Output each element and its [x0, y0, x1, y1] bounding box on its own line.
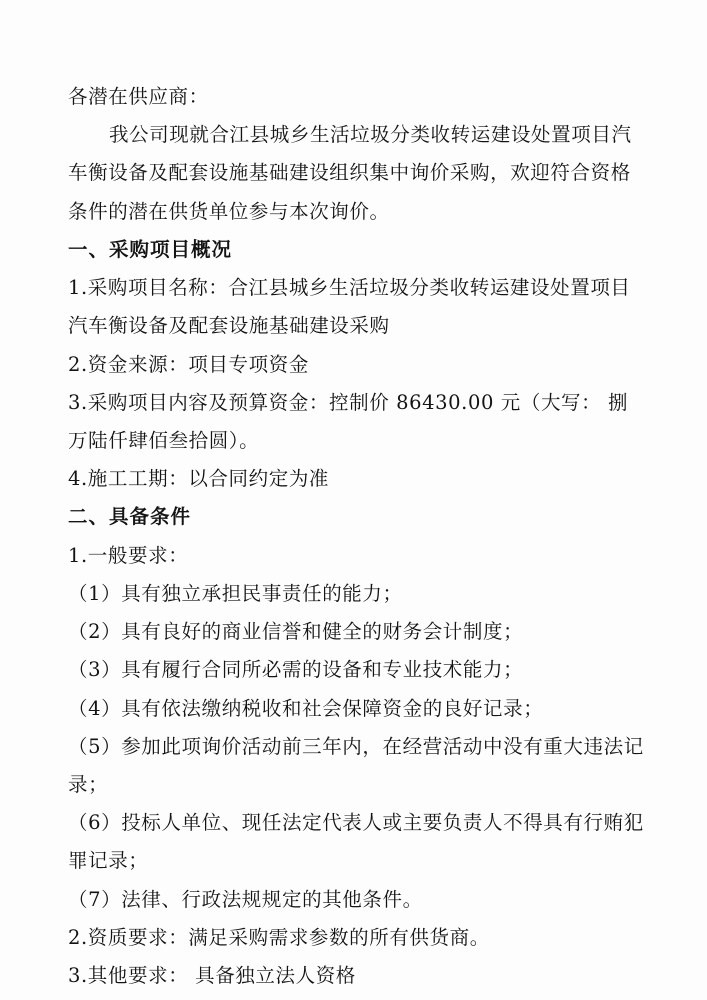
section-one-item-1 [68, 269, 645, 345]
other-requirement [68, 957, 645, 995]
general-requirement-3: （3）具有履行合同所必需的设备和专业技术能力； [68, 658, 524, 682]
qualification-requirement [68, 919, 645, 957]
general-requirement-5: （5）参加此项询价活动前三年内，在经营活动中没有重大违法记录； [68, 734, 644, 796]
item-2-label: 2.资金来源： [68, 352, 189, 376]
item-1-text: 合江县城乡生活垃圾分类收转运建设处置项目汽车衡设备及配套设施基础建设采购 [68, 276, 631, 338]
general-requirement-2: （2）具有良好的商业信誉和健全的财务会计制度； [68, 620, 524, 644]
intro-paragraph: 我公司现就合江县城乡生活垃圾分类收转运建设处置项目汽车衡设备及配套设施基础建设组织集中询价采购，欢迎符合资格条件的潜在供货单位参与本次询价。 [68, 123, 632, 223]
general-requirement-7: （7）法律、行政法规规定的其他条件。 [68, 887, 423, 911]
other-label: 3.其他要求： [68, 964, 189, 988]
general-requirement-6: （6）投标人单位、现任法定代表人或主要负责人不得具有行贿犯罪记录； [68, 811, 644, 873]
item-3-text: 控制价 86430.00 元（大写： 捌万陆仟肆佰叁拾圆）。 [68, 390, 629, 452]
item-2-text: 项目专项资金 [188, 352, 309, 376]
item-4-label: 4.施工工期： [68, 467, 189, 491]
item-3-label: 3.采购项目内容及预算资金： [68, 390, 330, 414]
section-one-item-2 [68, 346, 645, 384]
qualification-text: 满足采购需求参数的所有供货商。 [188, 925, 490, 949]
item-1-label: 1.采购项目名称： [68, 276, 229, 300]
section-two-heading: 二、具备条件 [68, 505, 192, 529]
item-4-text: 以合同约定为准 [188, 467, 330, 491]
section-one-item-4 [68, 460, 645, 498]
section-one-heading: 一、采购项目概况 [68, 237, 233, 261]
general-requirement-1: （1）具有独立承担民事责任的能力； [68, 581, 403, 605]
document-body [68, 78, 645, 995]
other-text: 具备独立法人资格 [188, 964, 356, 988]
section-two-item-1: 1.一般要求： [68, 543, 189, 567]
general-requirement-4: （4）具有依法缴纳税收和社会保障资金的良好记录； [68, 696, 544, 720]
salutation: 各潜在供应商： [68, 85, 209, 108]
qualification-label: 2.资质要求： [68, 925, 189, 949]
section-one-item-3 [68, 384, 645, 460]
